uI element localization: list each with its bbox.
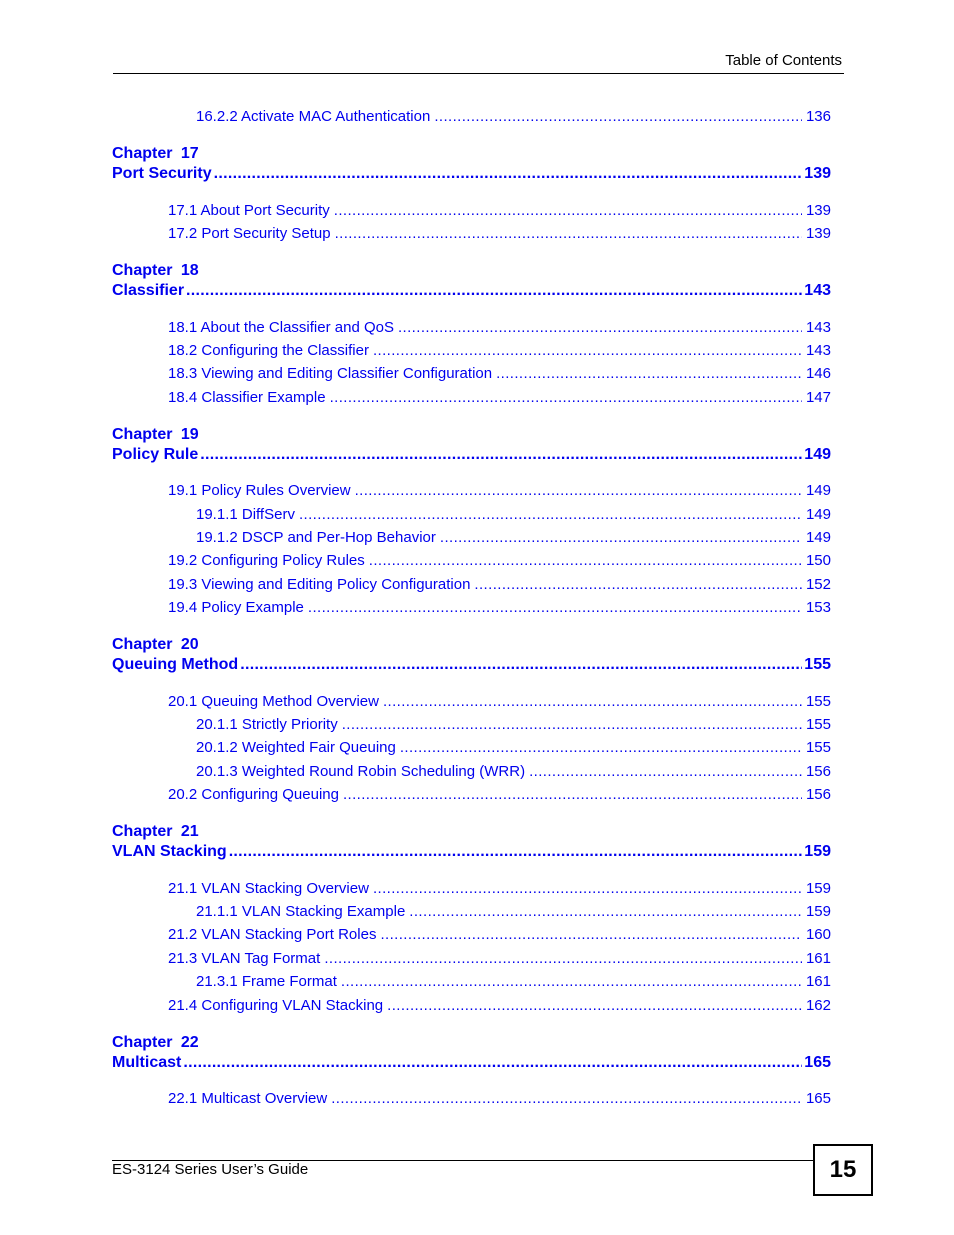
toc-entry[interactable] (168, 692, 831, 712)
toc-entry-label: 19.3 Viewing and Editing Policy Configuration (168, 576, 471, 593)
dot-leader (331, 1089, 802, 1109)
toc-entry-page: 153 (805, 599, 831, 616)
dot-leader (529, 762, 802, 782)
toc-entry[interactable] (196, 107, 831, 127)
toc-entry-label: 18.4 Classifier Example (168, 389, 326, 406)
toc-entry-page: 136 (805, 108, 831, 125)
toc-entry-label: 18.2 Configuring the Classifier (168, 342, 369, 359)
toc-entry[interactable] (196, 715, 831, 735)
dot-leader (343, 785, 802, 805)
toc-entry-page: 156 (805, 763, 831, 780)
toc-entry-page: 161 (805, 973, 831, 990)
toc-entry-label: 19.1 Policy Rules Overview (168, 482, 351, 499)
toc-entry-label: 19.1.1 DiffServ (196, 506, 295, 523)
toc-entry-page: 149 (805, 529, 831, 546)
toc-entry-label: 21.3 VLAN Tag Format (168, 950, 321, 967)
toc-entry[interactable] (168, 551, 831, 571)
toc-entry-page: 160 (805, 926, 831, 943)
dot-leader (330, 388, 802, 408)
dot-leader (200, 445, 802, 465)
toc-entry[interactable] (196, 505, 831, 525)
toc-entry-label: 19.1.2 DSCP and Per-Hop Behavior (196, 529, 436, 546)
toc-entry-label: 21.1.1 VLAN Stacking Example (196, 903, 406, 920)
chapter-title: Port Security (112, 165, 212, 182)
toc-entry[interactable] (168, 318, 831, 338)
chapter-title: VLAN Stacking (112, 843, 227, 860)
dot-leader (373, 341, 802, 361)
toc-entry-page: 161 (805, 950, 831, 967)
chapter-label[interactable]: Chapter 18 (112, 262, 199, 279)
chapter-label[interactable]: Chapter 17 (112, 145, 199, 162)
toc-entry-label: 17.1 About Port Security (168, 202, 330, 219)
page-number: 15 (813, 1144, 873, 1196)
chapter-title-entry[interactable] (112, 655, 831, 675)
toc-entry-label: 17.2 Port Security Setup (168, 225, 331, 242)
toc-entry-label: 21.3.1 Frame Format (196, 973, 337, 990)
toc-entry[interactable] (168, 201, 831, 221)
toc-entry-page: 159 (805, 880, 831, 897)
dot-leader (398, 318, 802, 338)
dot-leader (229, 842, 803, 862)
toc-entry[interactable] (168, 224, 831, 244)
toc-entry[interactable] (168, 364, 831, 384)
toc-entry-label: 22.1 Multicast Overview (168, 1090, 328, 1107)
chapter-page: 165 (804, 1054, 831, 1071)
chapter-title-entry[interactable] (112, 1053, 831, 1073)
toc-entry[interactable] (168, 341, 831, 361)
dot-leader (214, 164, 803, 184)
header-rule (113, 73, 844, 74)
toc-entry-page: 156 (805, 786, 831, 803)
dot-leader (400, 738, 802, 758)
chapter-page: 149 (804, 446, 831, 463)
chapter-title-entry[interactable] (112, 842, 831, 862)
dot-leader (186, 281, 802, 301)
toc-entry-label: 20.1 Queuing Method Overview (168, 693, 379, 710)
toc-entry[interactable] (168, 575, 831, 595)
chapter-page: 139 (804, 165, 831, 182)
toc-entry-page: 147 (805, 389, 831, 406)
chapter-title: Queuing Method (112, 656, 239, 673)
dot-leader (434, 107, 802, 127)
toc-entry-label: 16.2.2 Activate MAC Authentication (196, 108, 431, 125)
toc-entry[interactable] (168, 996, 831, 1016)
toc-entry-page: 139 (805, 202, 831, 219)
chapter-title-entry[interactable] (112, 281, 831, 301)
dot-leader (342, 715, 802, 735)
chapter-page: 159 (804, 843, 831, 860)
chapter-label[interactable]: Chapter 22 (112, 1034, 199, 1051)
toc-entry[interactable] (196, 528, 831, 548)
chapter-label[interactable]: Chapter 19 (112, 426, 199, 443)
dot-leader (409, 902, 802, 922)
dot-leader (183, 1053, 802, 1073)
chapter-label[interactable]: Chapter 21 (112, 823, 199, 840)
toc-entry-label: 20.1.1 Strictly Priority (196, 716, 338, 733)
toc-entry[interactable] (168, 598, 831, 618)
chapter-page: 155 (804, 656, 831, 673)
header-title: Table of Contents (725, 52, 842, 69)
toc-entry-label: 19.2 Configuring Policy Rules (168, 552, 365, 569)
dot-leader (308, 598, 802, 618)
toc-entry-label: 19.4 Policy Example (168, 599, 304, 616)
toc-entry-label: 21.2 VLAN Stacking Port Roles (168, 926, 377, 943)
toc-entry-page: 149 (805, 482, 831, 499)
toc-entry-page: 155 (805, 716, 831, 733)
chapter-label[interactable]: Chapter 20 (112, 636, 199, 653)
dot-leader (324, 949, 802, 969)
toc-entry-label: 20.2 Configuring Queuing (168, 786, 339, 803)
toc-entry-page: 155 (805, 739, 831, 756)
chapter-title: Classifier (112, 282, 185, 299)
toc-entry-label: 21.4 Configuring VLAN Stacking (168, 997, 384, 1014)
chapter-title-entry[interactable] (112, 445, 831, 465)
toc-entry[interactable] (168, 388, 831, 408)
toc-entry-label: 20.1.3 Weighted Round Robin Scheduling (WRR) (196, 763, 526, 780)
dot-leader (369, 551, 802, 571)
toc-entry-page: 165 (805, 1090, 831, 1107)
toc-entry-page: 150 (805, 552, 831, 569)
dot-leader (355, 481, 802, 501)
dot-leader (240, 655, 802, 675)
footer-guide-title: ES-3124 Series User’s Guide (112, 1161, 309, 1178)
toc-entry[interactable] (168, 879, 831, 899)
toc-entry-label: 21.1 VLAN Stacking Overview (168, 880, 369, 897)
toc-entry-page: 143 (805, 342, 831, 359)
toc-entry-page: 162 (805, 997, 831, 1014)
chapter-title: Multicast (112, 1054, 182, 1071)
toc-entry-label: 18.3 Viewing and Editing Classifier Configuration (168, 365, 493, 382)
dot-leader (440, 528, 802, 548)
chapter-title-entry[interactable] (112, 164, 831, 184)
toc-entry-page: 139 (805, 225, 831, 242)
toc-entry[interactable] (196, 902, 831, 922)
chapter-page: 143 (804, 282, 831, 299)
toc-entry-label: 18.1 About the Classifier and QoS (168, 319, 394, 336)
toc-entry[interactable] (168, 785, 831, 805)
dot-leader (373, 879, 802, 899)
toc-entry[interactable] (196, 972, 831, 992)
toc-entry[interactable] (196, 738, 831, 758)
toc-entry[interactable] (168, 1089, 831, 1109)
toc-entry[interactable] (168, 925, 831, 945)
toc-entry-page: 152 (805, 576, 831, 593)
dot-leader (383, 692, 802, 712)
toc-entry[interactable] (168, 949, 831, 969)
dot-leader (341, 972, 802, 992)
toc-entry-page: 149 (805, 506, 831, 523)
toc-entry-label: 20.1.2 Weighted Fair Queuing (196, 739, 396, 756)
toc-entry-page: 146 (805, 365, 831, 382)
dot-leader (496, 364, 802, 384)
toc-entry[interactable] (196, 762, 831, 782)
dot-leader (299, 505, 802, 525)
chapter-title: Policy Rule (112, 446, 199, 463)
toc-entry-page: 159 (805, 903, 831, 920)
dot-leader (380, 925, 802, 945)
toc-entry-page: 143 (805, 319, 831, 336)
dot-leader (474, 575, 802, 595)
toc-entry[interactable] (168, 481, 831, 501)
dot-leader (387, 996, 802, 1016)
toc-entry-page: 155 (805, 693, 831, 710)
dot-leader (335, 224, 802, 244)
dot-leader (334, 201, 802, 221)
